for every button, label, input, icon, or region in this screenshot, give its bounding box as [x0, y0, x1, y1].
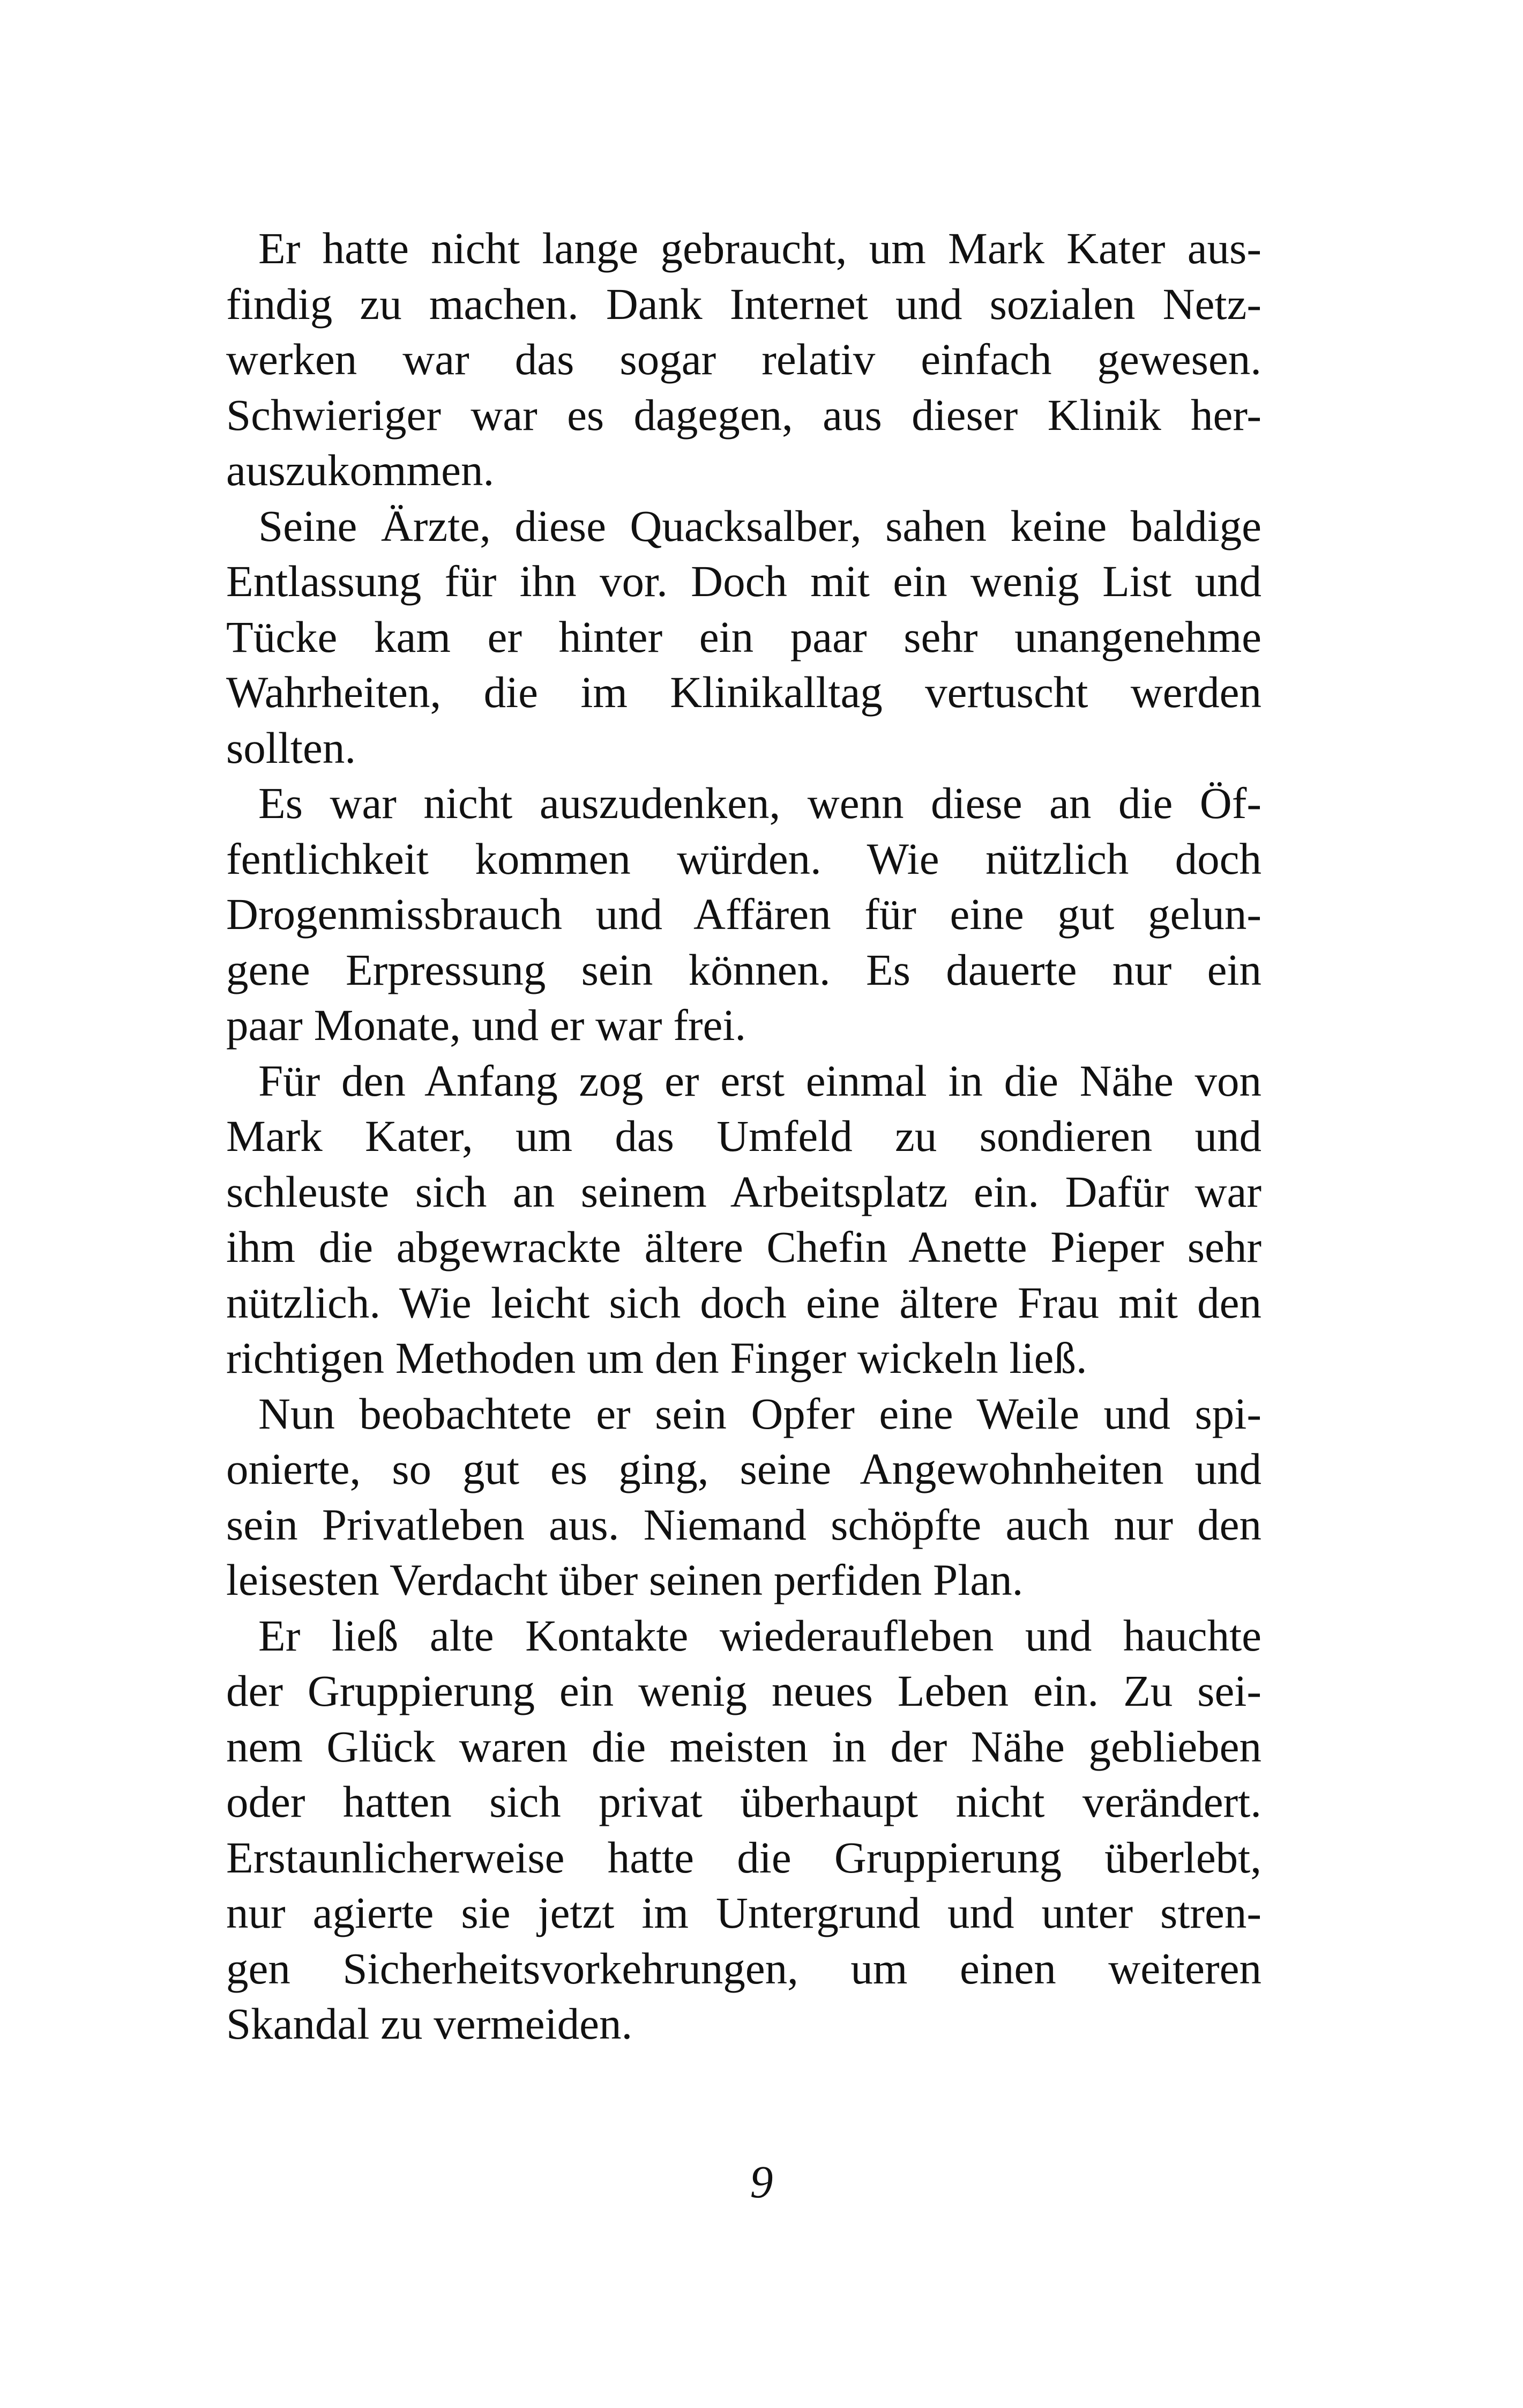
- text-line: Drogenmissbrauch und Affären für eine gut gelun-: [226, 889, 1261, 939]
- text-line: leisesten Verdacht über seinen perfiden Plan.: [226, 1555, 1024, 1604]
- text-line: sein Privatleben aus. Niemand schöpfte auch nur den: [226, 1499, 1261, 1549]
- text-line: auszukommen.: [226, 445, 495, 495]
- text-line: Er hatte nicht lange gebraucht, um Mark Kater aus-: [258, 224, 1261, 273]
- text-line: Für den Anfang zog er erst einmal in die Nähe von: [258, 1056, 1261, 1105]
- text-line: Mark Kater, um das Umfeld zu sondieren und: [226, 1111, 1261, 1161]
- text-line: ihm die abgewrackte ältere Chefin Anette Pieper sehr: [226, 1222, 1261, 1272]
- text-line: richtigen Methoden um den Finger wickeln ließ.: [226, 1333, 1087, 1383]
- page-number: 9: [750, 2156, 773, 2208]
- text-line: der Gruppierung ein wenig neues Leben ein. Zu sei-: [226, 1666, 1261, 1715]
- text-line: Erstaunlicherweise hatte die Gruppierung überlebt,: [226, 1832, 1261, 1882]
- text-line: Nun beobachtete er sein Opfer eine Weile und spi-: [258, 1388, 1261, 1438]
- text-line: fentlichkeit kommen würden. Wie nützlich doch: [226, 834, 1261, 883]
- text-line: nützlich. Wie leicht sich doch eine ältere Frau mit den: [226, 1277, 1261, 1327]
- text-line: werken war das sogar relativ einfach gewesen.: [226, 335, 1261, 384]
- text-line: sollten.: [226, 723, 356, 772]
- text-line: Entlassung für ihn vor. Doch mit ein wenig List und: [226, 556, 1261, 606]
- text-line: onierte, so gut es ging, seine Angewohnheiten und: [226, 1444, 1261, 1493]
- text-line: nem Glück waren die meisten in der Nähe geblieben: [226, 1721, 1261, 1771]
- text-line: Tücke kam er hinter ein paar sehr unangenehme: [226, 612, 1261, 662]
- text-line: findig zu machen. Dank Internet und sozialen Netz-: [226, 279, 1261, 329]
- text-line: gen Sicherheitsvorkehrungen, um einen weiteren: [226, 1943, 1261, 1993]
- text-line: nur agierte sie jetzt im Untergrund und unter stren-: [226, 1888, 1261, 1937]
- text-line: schleuste sich an seinem Arbeitsplatz ein. Dafür war: [226, 1166, 1261, 1216]
- text-line: oder hatten sich privat überhaupt nicht verändert.: [226, 1777, 1261, 1826]
- text-line: paar Monate, und er war frei.: [226, 1000, 746, 1050]
- text-line: gene Erpressung sein können. Es dauerte nur ein: [226, 945, 1261, 994]
- body-text: [226, 221, 1261, 2052]
- text-line: Er ließ alte Kontakte wiederaufleben und hauchte: [258, 1610, 1261, 1660]
- text-line: Wahrheiten, die im Klinikalltag vertuscht werden: [226, 667, 1261, 717]
- text-line: Schwieriger war es dagegen, aus dieser Klinik her-: [226, 390, 1261, 440]
- text-line: Skandal zu vermeiden.: [226, 1999, 633, 2048]
- text-line: Seine Ärzte, diese Quacksalber, sahen keine baldige: [258, 501, 1261, 551]
- text-line: Es war nicht auszudenken, wenn diese an die Öf-: [258, 778, 1261, 828]
